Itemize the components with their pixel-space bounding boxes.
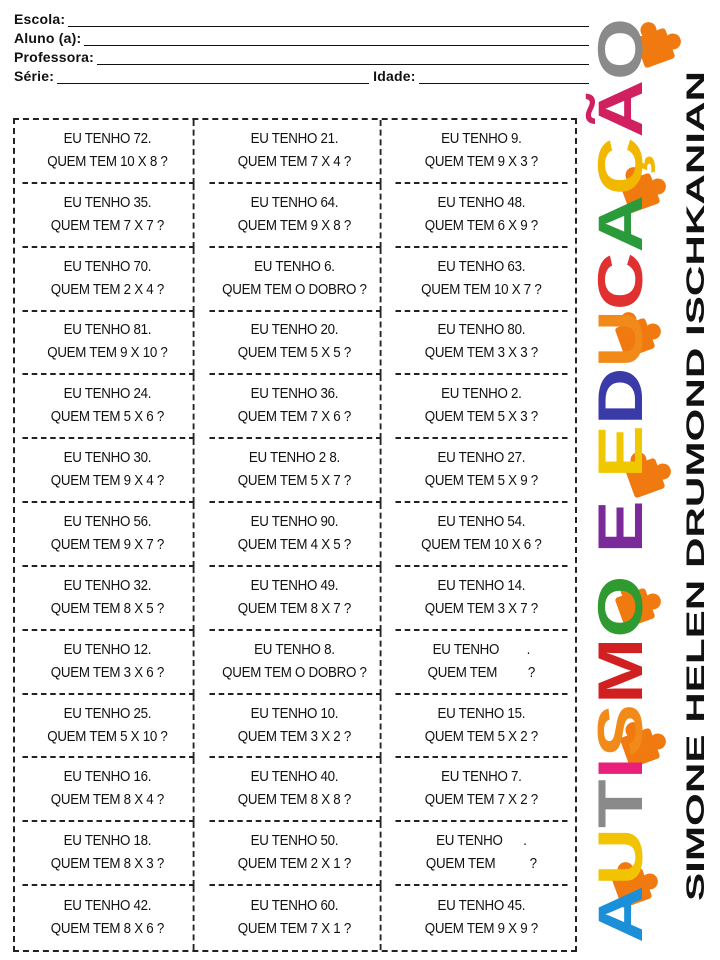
card-question-line: QUEM TEM 7 X 1 ?: [237, 921, 351, 938]
card-have-line: EU TENHO 35.: [63, 194, 152, 211]
grade-label: Série:: [14, 68, 55, 84]
card-have-line: EU TENHO .: [432, 641, 531, 658]
cards-grid: [13, 118, 577, 952]
card-question-line: QUEM TEM 5 X 3 ?: [425, 409, 539, 426]
card-have-line: EU TENHO 27.: [437, 450, 526, 467]
card-have-line: EU TENHO 32.: [63, 577, 152, 594]
card-question-line: QUEM TEM 8 X 6 ?: [50, 921, 165, 938]
question-card: [22, 695, 194, 759]
card-question-line: QUEM TEM 8 X 8 ?: [237, 792, 351, 809]
card-have-line: EU TENHO 90.: [250, 513, 338, 530]
card-question-line: QUEM TEM 8 X 4 ?: [50, 792, 165, 809]
card-have-line: EU TENHO 40.: [250, 769, 338, 786]
worksheet-header-form: [14, 8, 589, 84]
card-question-line: QUEM TEM 5 X 7 ?: [237, 473, 351, 490]
age-line: [419, 70, 589, 84]
card-question-line: QUEM TEM 10 X 7 ?: [421, 281, 542, 298]
card-have-line: EU TENHO 25.: [63, 705, 152, 722]
card-have-line: EU TENHO 80.: [437, 322, 526, 339]
card-have-line: EU TENHO 56.: [63, 513, 152, 530]
card-question-line: QUEM TEM 9 X 3 ?: [425, 153, 539, 170]
card-have-line: EU TENHO 45.: [437, 898, 526, 915]
brand-author: SIMONE HELEN DRUMOND ISCHKANIAN: [682, 409, 710, 901]
card-question-line: QUEM TEM 5 X 5 ?: [237, 345, 351, 362]
card-question-line: QUEM TEM 9 X 9 ?: [425, 921, 539, 938]
question-card: [209, 503, 381, 567]
question-card: [22, 886, 194, 950]
question-card: [396, 631, 568, 695]
card-question-line: QUEM TEM 5 X 9 ?: [425, 473, 539, 490]
card-question-line: QUEM TEM O DOBRO ?: [221, 281, 367, 298]
card-question-line: QUEM TEM 4 X 5 ?: [237, 536, 351, 553]
card-question-line: QUEM TEM 2 X 4 ?: [50, 281, 165, 298]
question-card: [396, 248, 568, 312]
grade-age-row: [14, 65, 589, 84]
card-question-line: QUEM TEM 8 X 7 ?: [237, 600, 351, 617]
question-card: [22, 567, 194, 631]
question-card: [209, 375, 381, 439]
question-card: [22, 758, 194, 822]
question-card: [22, 822, 194, 886]
question-card: [396, 375, 568, 439]
school-label: Escola:: [14, 11, 66, 27]
card-question-line: QUEM TEM 7 X 7 ?: [50, 217, 165, 234]
card-question-line: QUEM TEM 10 X 8 ?: [47, 153, 168, 170]
question-card: [209, 567, 381, 631]
teacher-row: [14, 46, 589, 65]
card-have-line: EU TENHO 2 8.: [248, 450, 340, 467]
student-row: [14, 27, 589, 46]
question-card: [396, 184, 568, 248]
card-have-line: EU TENHO 24.: [63, 386, 152, 403]
question-card: [22, 312, 194, 376]
card-question-line: QUEM TEM 9 X 4 ?: [50, 473, 165, 490]
card-question-line: QUEM TEM 5 X 10 ?: [47, 728, 168, 745]
school-line: [68, 13, 589, 27]
card-have-line: EU TENHO 36.: [250, 386, 338, 403]
card-have-line: EU TENHO 70.: [63, 258, 152, 275]
question-card: [209, 312, 381, 376]
card-have-line: EU TENHO 6.: [253, 258, 335, 275]
card-have-line: EU TENHO 30.: [63, 450, 152, 467]
question-card: [209, 886, 381, 950]
question-card: [396, 439, 568, 503]
card-have-line: EU TENHO 10.: [250, 705, 338, 722]
question-card: [396, 758, 568, 822]
card-have-line: EU TENHO 9.: [441, 130, 522, 147]
question-card: [396, 312, 568, 376]
card-question-line: QUEM TEM 7 X 4 ?: [237, 153, 351, 170]
card-have-line: EU TENHO 7.: [441, 769, 522, 786]
question-card: [209, 184, 381, 248]
question-card: [22, 439, 194, 503]
card-question-line: QUEM TEM 5 X 2 ?: [425, 728, 539, 745]
card-question-line: QUEM TEM 10 X 6 ?: [421, 536, 542, 553]
card-question-line: QUEM TEM 8 X 5 ?: [50, 600, 165, 617]
question-card: [22, 631, 194, 695]
question-card: [209, 631, 381, 695]
brand-graphic: [580, 8, 720, 960]
card-have-line: EU TENHO 16.: [63, 769, 152, 786]
card-question-line: QUEM TEM 2 X 1 ?: [237, 856, 351, 873]
card-have-line: EU TENHO 21.: [250, 130, 338, 147]
brand-title: AUTISMO E EDUCAÇÃO: [586, 30, 656, 943]
card-have-line: EU TENHO 54.: [437, 513, 526, 530]
card-have-line: EU TENHO 81.: [63, 322, 152, 339]
card-have-line: EU TENHO 60.: [250, 898, 338, 915]
card-have-line: EU TENHO 18.: [63, 833, 152, 850]
card-have-line: EU TENHO 2.: [441, 386, 522, 403]
student-line: [84, 32, 589, 46]
question-card: [209, 120, 381, 184]
question-card: [22, 248, 194, 312]
card-have-line: EU TENHO .: [436, 833, 527, 850]
card-question-line: QUEM TEM 5 X 6 ?: [50, 409, 165, 426]
card-question-line: QUEM TEM 3 X 3 ?: [425, 345, 539, 362]
card-question-line: QUEM TEM 9 X 7 ?: [50, 536, 165, 553]
card-have-line: EU TENHO 49.: [250, 577, 338, 594]
card-have-line: EU TENHO 50.: [250, 833, 338, 850]
question-card: [396, 822, 568, 886]
card-question-line: QUEM TEM ?: [427, 664, 536, 681]
card-question-line: QUEM TEM 7 X 6 ?: [237, 409, 351, 426]
question-card: [22, 184, 194, 248]
card-have-line: EU TENHO 72.: [63, 130, 152, 147]
question-card: [209, 248, 381, 312]
card-question-line: QUEM TEM 7 X 2 ?: [425, 792, 539, 809]
question-card: [396, 503, 568, 567]
card-have-line: EU TENHO 14.: [437, 577, 526, 594]
card-question-line: QUEM TEM 9 X 10 ?: [47, 345, 168, 362]
card-have-line: EU TENHO 20.: [250, 322, 338, 339]
card-question-line: QUEM TEM 3 X 2 ?: [237, 728, 351, 745]
teacher-label: Professora:: [14, 49, 95, 65]
card-question-line: QUEM TEM O DOBRO ?: [221, 664, 367, 681]
age-label: Idade:: [373, 68, 416, 84]
card-question-line: QUEM TEM 9 X 8 ?: [237, 217, 351, 234]
card-question-line: QUEM TEM 8 X 3 ?: [50, 856, 165, 873]
question-card: [22, 120, 194, 184]
card-have-line: EU TENHO 64.: [250, 194, 338, 211]
card-have-line: EU TENHO 42.: [63, 898, 152, 915]
question-card: [209, 758, 381, 822]
card-have-line: EU TENHO 8.: [253, 641, 335, 658]
card-question-line: QUEM TEM 3 X 6 ?: [50, 664, 165, 681]
card-have-line: EU TENHO 63.: [437, 258, 526, 275]
question-card: [22, 503, 194, 567]
question-card: [396, 886, 568, 950]
card-have-line: EU TENHO 12.: [63, 641, 152, 658]
question-card: [396, 567, 568, 631]
teacher-line: [97, 51, 589, 65]
question-card: [209, 695, 381, 759]
question-card: [22, 375, 194, 439]
card-have-line: EU TENHO 48.: [437, 194, 526, 211]
brand-strip: [580, 8, 720, 960]
question-card: [396, 695, 568, 759]
school-row: [14, 8, 589, 27]
card-question-line: QUEM TEM 6 X 9 ?: [425, 217, 539, 234]
question-card: [209, 439, 381, 503]
question-card: [396, 120, 568, 184]
card-question-line: QUEM TEM ?: [426, 856, 538, 873]
student-label: Aluno (a):: [14, 30, 82, 46]
card-have-line: EU TENHO 15.: [437, 705, 526, 722]
grade-line: [57, 70, 369, 84]
card-question-line: QUEM TEM 3 X 7 ?: [425, 600, 539, 617]
question-card: [209, 822, 381, 886]
